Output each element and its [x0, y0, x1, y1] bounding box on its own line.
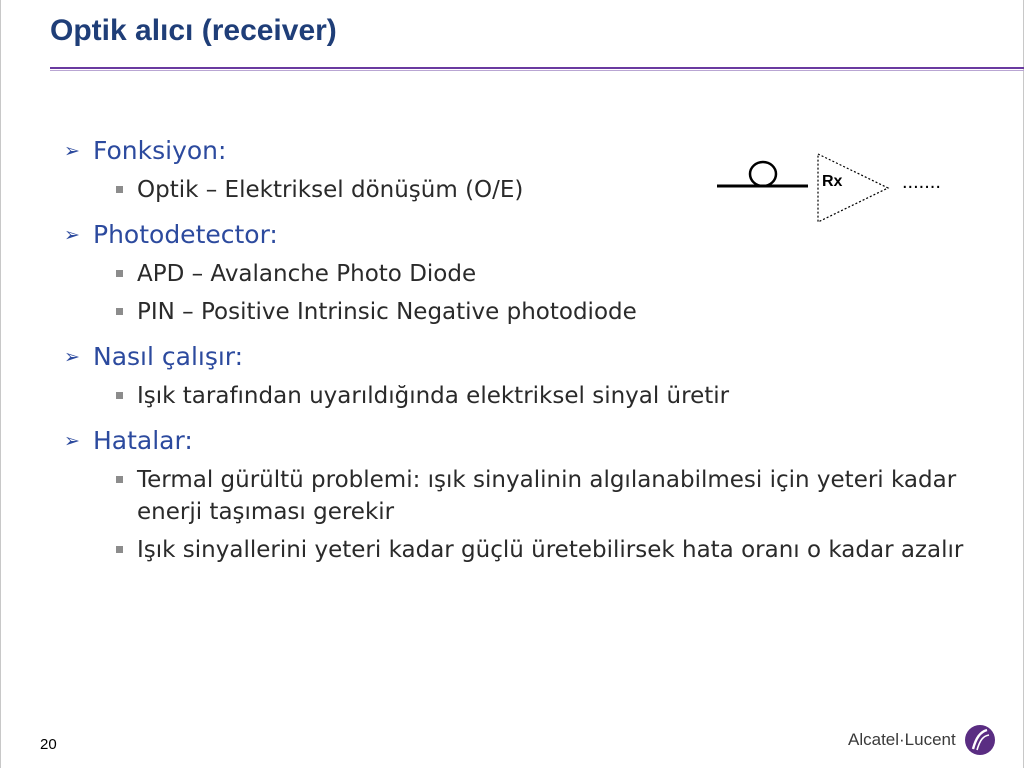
bullet-label: Hatalar:: [93, 426, 193, 455]
title-divider: [50, 67, 1024, 69]
bullet-label: Photodetector:: [93, 220, 278, 249]
sub-bullet: [62, 464, 992, 528]
square-bullet-icon: [116, 270, 123, 277]
bullet-label: Nasıl çalışır:: [93, 342, 244, 371]
sub-bullet: [62, 380, 992, 412]
bullet-hatalar: [62, 424, 992, 458]
square-bullet-icon: [116, 186, 123, 193]
arrow-bullet-icon: ➢: [64, 430, 80, 452]
slide-frame-left: [0, 0, 1, 768]
sub-bullet-text: Işık tarafından uyarıldığında elektriksel sinyal üretir: [137, 383, 730, 409]
photodiode-circle: [750, 162, 776, 186]
sub-bullet-text: Termal gürültü problemi: ışık sinyalinin algılanabilmesi için yeteri kadar enerji taşıması gerekir: [137, 467, 957, 525]
sub-bullet: [62, 534, 992, 566]
title-divider-shadow: [50, 70, 1024, 71]
arrow-bullet-icon: ➢: [64, 224, 80, 246]
sub-bullet: [62, 258, 992, 290]
brand-logo: [848, 724, 996, 756]
alcatel-lucent-logo-icon: [964, 724, 996, 756]
square-bullet-icon: [116, 546, 123, 553]
bullet-label: Fonksiyon:: [93, 136, 227, 165]
output-dots: .......: [902, 171, 941, 193]
sub-bullet: [62, 296, 992, 328]
arrow-bullet-icon: ➢: [64, 346, 80, 368]
square-bullet-icon: [116, 392, 123, 399]
page-title: Optik alıcı (receiver): [50, 14, 337, 47]
receiver-label: Rx: [822, 173, 843, 190]
sub-bullet-text: Optik – Elektriksel dönüşüm (O/E): [137, 177, 524, 203]
sub-bullet-text: Işık sinyallerini yeteri kadar güçlü üretebilirsek hata oranı o kadar azalır: [137, 537, 964, 563]
square-bullet-icon: [116, 308, 123, 315]
square-bullet-icon: [116, 476, 123, 483]
sub-bullet-text: PIN – Positive Intrinsic Negative photodiode: [137, 299, 637, 325]
sub-bullet-text: APD – Avalanche Photo Diode: [137, 261, 477, 287]
brand-logo-text: Alcatel·Lucent: [848, 730, 956, 749]
receiver-diagram: [712, 148, 982, 228]
bullet-nasil-calisir: [62, 340, 992, 374]
page-number: 20: [40, 736, 57, 753]
arrow-bullet-icon: ➢: [64, 140, 80, 162]
